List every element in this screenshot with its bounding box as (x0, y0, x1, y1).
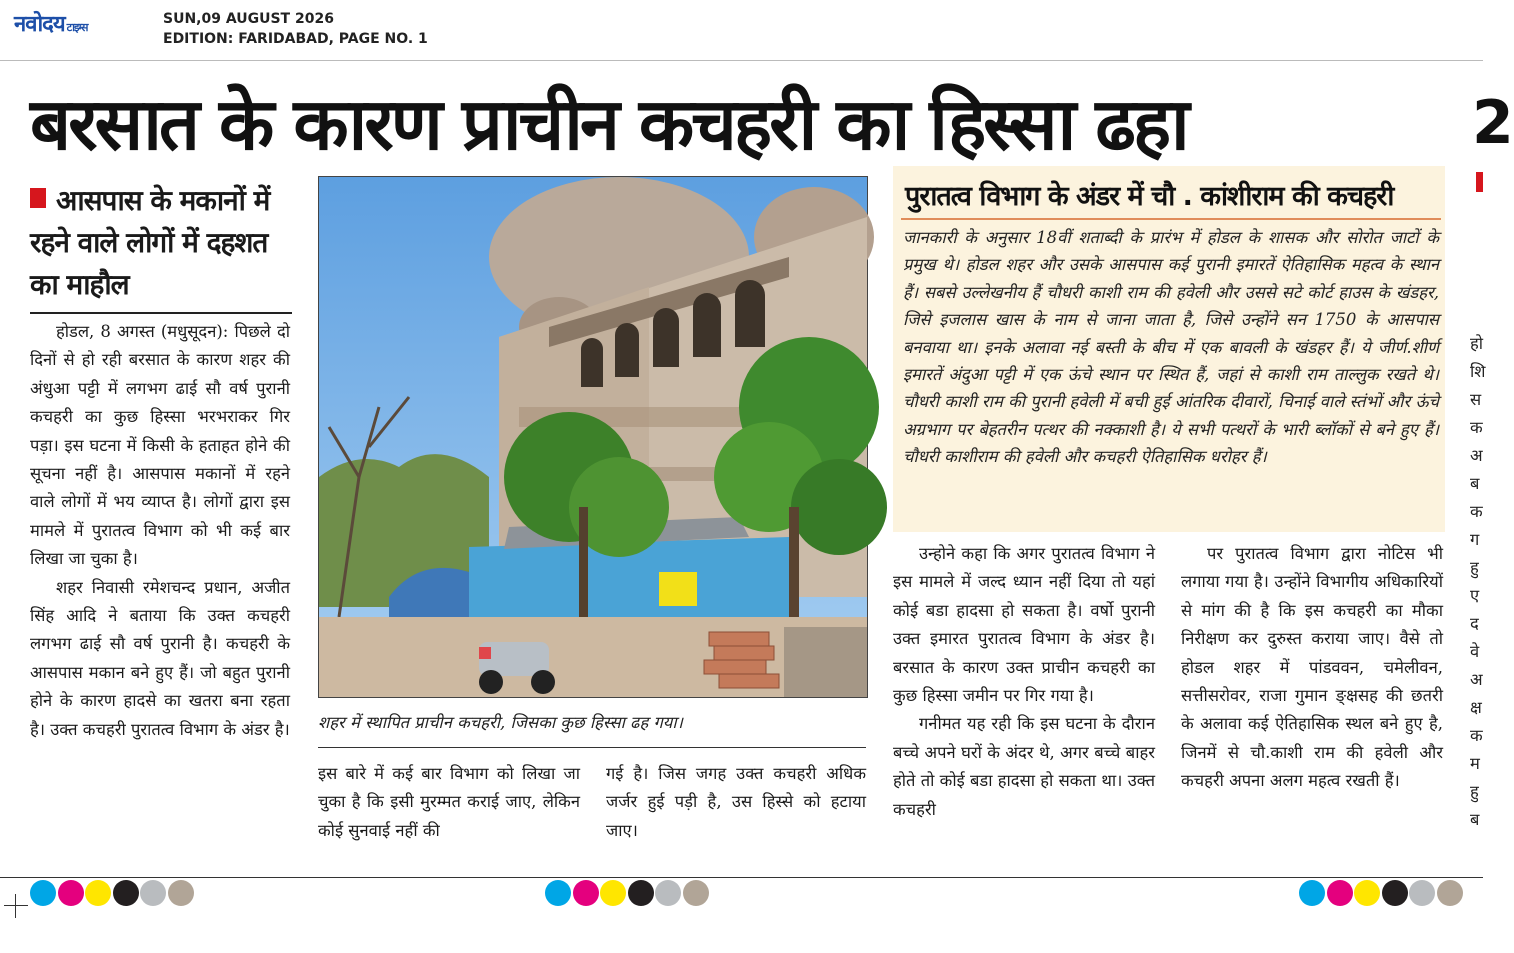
registration-dot (600, 880, 626, 906)
registration-dot (168, 880, 194, 906)
registration-dot (545, 880, 571, 906)
sidebar-title: पुरातत्व विभाग के अंडर में चौ . कांशीराम की कचहरी (905, 181, 1394, 212)
edition-meta (163, 9, 428, 49)
newspaper-logo[interactable] (14, 8, 87, 38)
adjacent-headline-fragment: 2 (1472, 88, 1514, 158)
registration-dot (58, 880, 84, 906)
kachahri-photo[interactable] (318, 176, 868, 698)
article-paragraph: गई है। जिस जगह उक्त कचहरी अधिक जर्जर हुई पड़ी है, उस हिस्से को हटाया जाए। (606, 764, 866, 840)
registration-dot (655, 880, 681, 906)
color-registration-center (545, 880, 710, 906)
registration-dot (628, 880, 654, 906)
issue-date: SUN,09 AUGUST 2026 (163, 11, 334, 27)
registration-dot (573, 880, 599, 906)
registration-dot (140, 880, 166, 906)
adjacent-kicker-marker (1476, 172, 1483, 192)
masthead (0, 0, 1483, 61)
registration-dot (1409, 880, 1435, 906)
registration-dot (1437, 880, 1463, 906)
article-column-3 (606, 760, 866, 845)
registration-dot (683, 880, 709, 906)
color-registration-right (1299, 880, 1464, 906)
building-illustration (319, 177, 867, 697)
article-paragraph: इस बारे में कई बार विभाग को लिखा जा चुका है कि इसी मुरम्मत कराई जाए, लेकिन कोई सुनवाई नहीं की (318, 764, 580, 840)
edition-info: EDITION: FARIDABAD, PAGE NO. 1 (163, 31, 428, 47)
page-bottom-rule (0, 877, 1483, 878)
article-paragraph: उन्होने कहा कि अगर पुरातत्व विभाग ने इस मामले में जल्द ध्यान नहीं दिया तो यहां कोई बडा हादसा हो सकता है। वर्षो पुरानी उक्त इमारत पुरातत्व विभाग के अंडर है। बरसात के कारण उक्त प्राचीन कचहरी का कुछ हिस्सा जमीन पर गिर गया है। (893, 544, 1155, 706)
article-headline: बरसात के कारण प्राचीन कचहरी का हिस्सा ढहा (30, 82, 1187, 166)
kicker-text: आसपास के मकानों में रहने वाले लोगों में दहशत का माहौल (30, 184, 270, 301)
logo-text: नवोदय (14, 12, 65, 37)
article-paragraph: होडल, 8 अगस्त (मधुसूदन): पिछले दो दिनों से हो रही बरसात के कारण शहर की अंधुआ पट्टी में लगभग ढाई सौ वर्ष पुरानी कचहरी का कुछ हिस्सा भरभराकर गिर पड़ा। इस घटना में किसी के हताहत होने की सूचना नहीं है। आसपास मकानों में रहने वाले लोगों में भय व्याप्त है। लोगों द्वारा इस मामले में पुरातत्व विभाग को भी कई बार लिखा जा चुका है। (30, 322, 290, 569)
article-column-4 (893, 540, 1155, 824)
adjacent-article-edge: हो शि स क अ ब क ग हु ए द वे अ क्ष क म हु ब (1470, 334, 1486, 829)
registration-dot (85, 880, 111, 906)
article-kicker (30, 180, 292, 314)
color-registration-left (30, 880, 195, 906)
article-column-5 (1181, 540, 1443, 796)
article-column-1 (30, 318, 290, 744)
sidebar-box (893, 166, 1445, 532)
article-paragraph: पर पुरातत्व विभाग द्वारा नोटिस भी लगाया गया है। उन्होंने विभागीय अधिकारियों से मांग की है कि इस कचहरी का मौका निरीक्षण कर दुरुस्त कराया जाए। वैसे तो होडल शहर में पांडववन, चमेलीवन, सत्तीसरोवर, राजा गुमान ङ्क्षसह की छतरी के अलावा कई ऐतिहासिक स्थल बने हुए है, जिनमें से चौ.काशी राम की हवेली और कचहरी अपना अलग महत्व रखती हैं। (1181, 544, 1443, 791)
photo-caption: शहर में स्थापित प्राचीन कचहरी, जिसका कुछ हिस्सा ढह गया। (318, 710, 866, 748)
registration-dot (30, 880, 56, 906)
article-paragraph: गनीमत यह रही कि इस घटना के दौरान बच्चे अपने घरों के अंदर थे, अगर बच्चे बाहर होते तो कोई बडा हादसा हो सकता था। उक्त कचहरी (893, 714, 1155, 819)
registration-dot (1327, 880, 1353, 906)
registration-dot (1299, 880, 1325, 906)
article-column-2 (318, 760, 580, 845)
registration-dot (1382, 880, 1408, 906)
crop-mark-icon (4, 894, 28, 918)
sidebar-title-divider (901, 218, 1441, 220)
article-paragraph: शहर निवासी रमेशचन्द प्रधान, अजीत सिंह आदि ने बताया कि उक्त कचहरी लगभग ढाई सौ वर्ष पुरानी है। कचहरी के आसपास मकान बने हुए हैं। जो बहुत पुरानी होने के कारण हादसे का खतरा बना रहता है। उक्त कचहरी पुरातत्व विभाग के अंडर है। (30, 577, 290, 739)
logo-subtext: टाइम्स (66, 21, 88, 34)
registration-dot (113, 880, 139, 906)
sidebar-body: जानकारी के अनुसार 18वीं शताब्दी के प्रारंभ में होडल के शासक और सोरोत जाटों के प्रमुख थे। होडल शहर और उसके आसपास कई पुरानी इमारतें ऐतिहासिक महत्व के स्थान हैं। सबसे उल्लेखनीय हैं चौधरी काशी राम की हवेली और उससे सटे कोर्ट हाउस के खंडहर, जिसे इजलास खास के नाम से जाना जाता है, जिसे उन्होंने सन 1750 के आसपास बनवाया था। इनके अलावा नई बस्ती के बीच में एक बावली के खंडहर हैं। ये जीर्ण.शीर्ण इमारतें अंदुआ पट्टी में एक ऊंचे स्थान पर स्थित हैं, जहां से काशी राम ताल्लुक रखते थे। चौधरी काशी राम की पुरानी हवेली में बची हुई आंतरिक दीवारों, चिनाई वाले स्तंभों और ऊंचे अग्रभाग पर बेहतरीन पत्थर की नक्काशी है। ये सभी पत्थरों के भारी ब्लॉकों से बने हुए हैं। चौधरी काशीराम की हवेली और कचहरी ऐतिहासिक धरोहर हैं। (903, 228, 1439, 467)
registration-dot (1354, 880, 1380, 906)
red-square-bullet (30, 188, 46, 208)
